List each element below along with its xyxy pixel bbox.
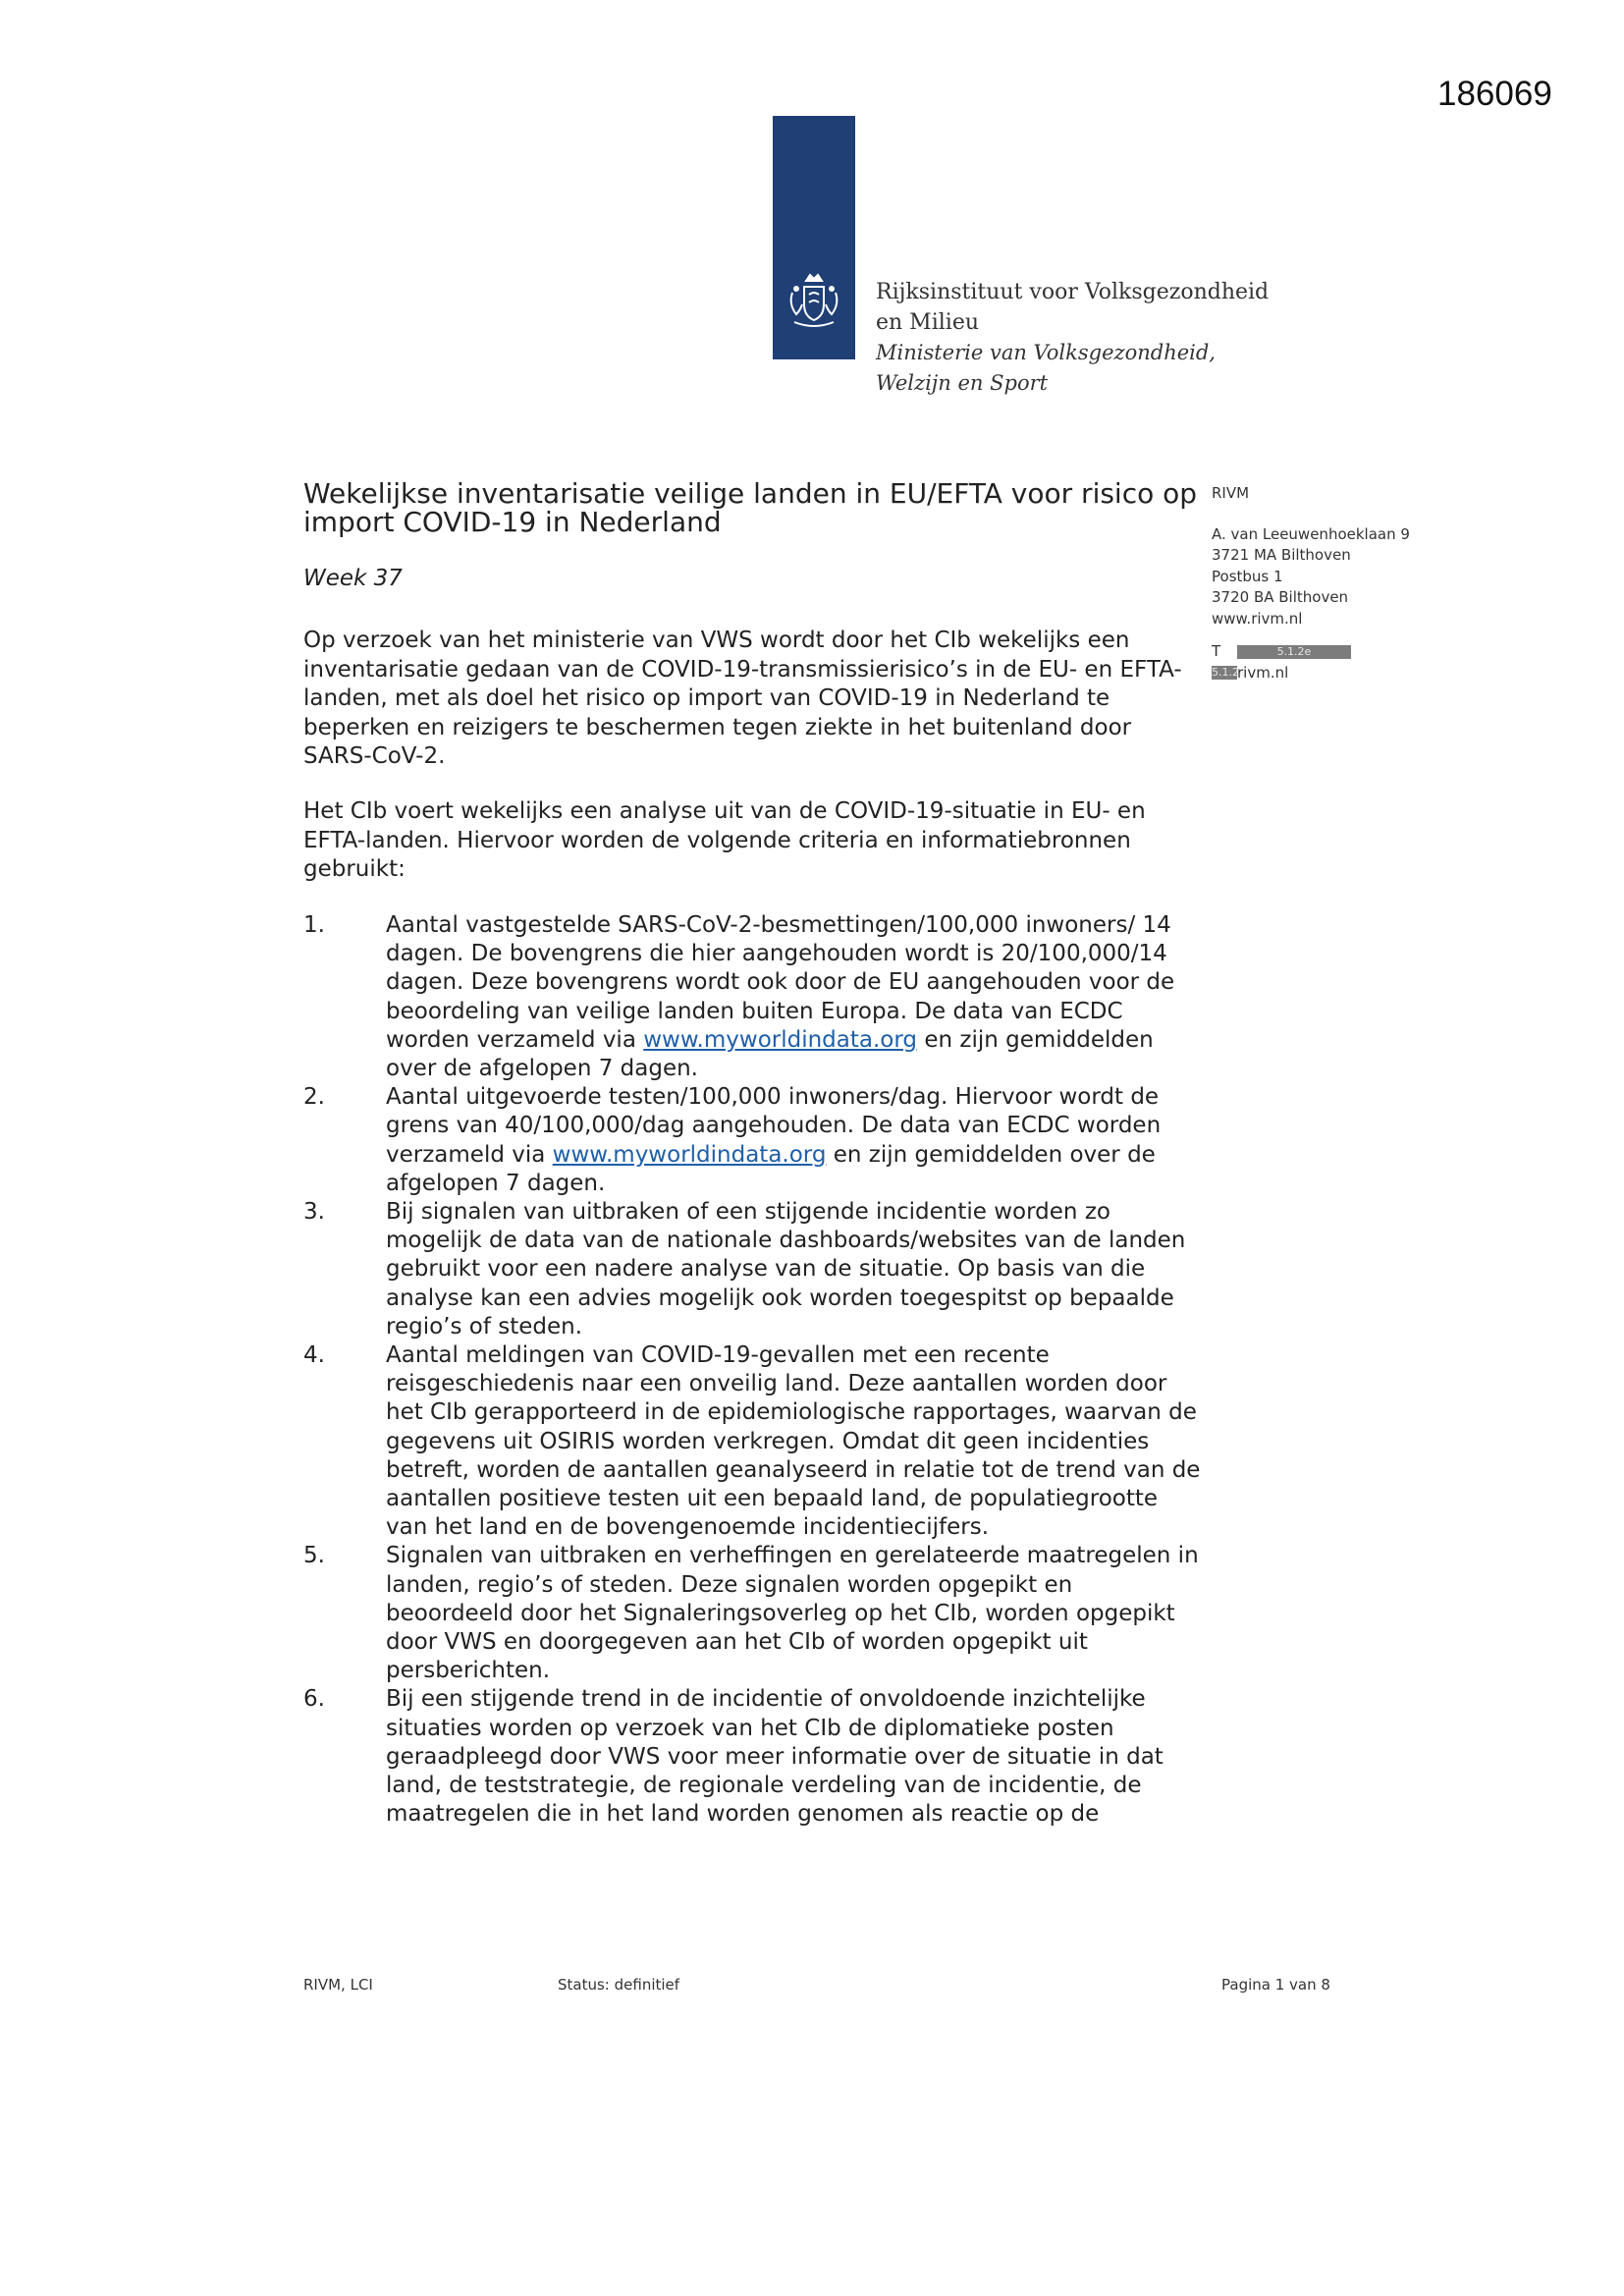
org-line-2: en Milieu <box>876 310 980 335</box>
criteria-item-4 <box>303 1341 1202 1542</box>
website-link[interactable]: www.rivm.nl <box>1212 609 1303 628</box>
intro-paragraph: Op verzoek van het ministerie van VWS wordt door het CIb wekelijks een inventarisatie gedaan van de COVID-19-transmissierisico’s in de EU- en EFTA-landen, met als doel het risico op import van COVID-19 in Nederland te beperken en reizigers te beschermen tegen ziekte in het buitenland door SARS-CoV-2. <box>303 628 1182 769</box>
ministry-line-1: Ministerie van Volksgezondheid, <box>876 341 1216 364</box>
item-text: Bij signalen van uitbraken of een stijgende incidentie worden zo mogelijk de data van de nationale dashboards/websites van de landen gebruikt voor een nadere analyse van de situatie. Op basis van die analyse kan een advies mogelijk ook worden toegespitst op bepaalde regio’s of steden. <box>386 1199 1186 1339</box>
phone-label: T <box>1212 642 1221 660</box>
ministry-line-2: Welzijn en Sport <box>876 371 1049 395</box>
item-number: 6. <box>303 1686 325 1713</box>
org-line-1: Rijksinstituut voor Volksgezondheid <box>876 280 1270 304</box>
phone-line <box>1212 641 1447 663</box>
analysis-paragraph: Het CIb voert wekelijks een analyse uit van de COVID-19-situatie in EU- en EFTA-landen. Hiervoor worden de volgende criteria en informatiebronnen gebruikt: <box>303 798 1146 882</box>
footer-source: RIVM, LCI <box>303 1976 373 1994</box>
item-text: Aantal uitgevoerde testen/100,000 inwoners/dag. Hiervoor wordt de grens van 40/100,000/dag aangehouden. De data van ECDC worden verzameld via <box>386 1084 1162 1168</box>
organization-name <box>876 277 1269 399</box>
coat-of-arms-icon <box>783 271 845 334</box>
contact-sidebar <box>1212 483 1447 683</box>
item-text: Aantal meldingen van COVID-19-gevallen met een recente reisgeschiedenis naar een onveilig land. Deze aantallen worden door het CIb gerapporteerd in de epidemiologische rapportages, waarvan de gegevens uit OSIRIS worden verkregen. Omdat dit geen incidenties betreft, worden de aantallen geanalyseerd in relatie tot de trend van de aantallen positieve testen uit een bepaald land, de populatiegrootte van het land en de bovengenoemde incidentiecijfers. <box>386 1342 1201 1541</box>
address-postbus: Postbus 1 <box>1212 567 1283 585</box>
document-title: Wekelijkse inventarisatie veilige landen in EU/EFTA voor risico op import COVID-19 in Nederland <box>303 477 1198 538</box>
phone-redaction: 5.1.2e <box>1237 645 1351 659</box>
footer-status: Status: definitief <box>558 1976 680 1994</box>
rijksoverheid-logo <box>773 116 855 359</box>
criteria-item-5 <box>303 1542 1202 1685</box>
footer-page-number: Pagina 1 van 8 <box>1221 1976 1330 1994</box>
address-postbus-postcode: 3720 BA Bilthoven <box>1212 588 1349 606</box>
myworldindata-link[interactable]: www.myworldindata.org <box>643 1026 918 1053</box>
address-postcode: 3721 MA Bilthoven <box>1212 546 1351 564</box>
email-redaction: 5.1.2e <box>1212 666 1246 679</box>
criteria-item-6 <box>303 1685 1202 1829</box>
sidebar-org: RIVM <box>1212 484 1250 502</box>
item-number: 4. <box>303 1342 325 1369</box>
address-street: A. van Leeuwenhoeklaan 9 <box>1212 524 1410 543</box>
item-number: 2. <box>303 1084 325 1111</box>
item-text: Signalen van uitbraken en verheffingen en gerelateerde maatregelen in landen, regio’s of steden. Deze signalen worden opgepikt en beoordeeld door het Signaleringsoverleg op het CIb, worden opgepikt door VWS en doorgegeven aan het CIb of worden opgepikt uit persberichten. <box>386 1543 1199 1684</box>
item-number: 1. <box>303 912 325 938</box>
email-line <box>1212 663 1447 684</box>
document-number: 186069 <box>1437 75 1552 113</box>
email-domain: rivm.nl <box>1237 663 1289 682</box>
criteria-list <box>303 911 1202 1830</box>
criteria-item-2 <box>303 1083 1202 1198</box>
week-label: Week 37 <box>303 566 403 591</box>
item-number: 3. <box>303 1199 325 1226</box>
item-text-end: en zijn gemiddelden over de afgelopen 7 dagen. <box>386 1141 1156 1196</box>
item-text: Bij een stijgende trend in de incidentie of onvoldoende inzichtelijke situaties worden op verzoek van het CIb de diplomatieke posten geraadpleegd door VWS voor meer informatie over de situatie in dat land, de teststrategie, de regionale verdeling van de incidentie, de maatregelen die in het land worden genomen als reactie op de <box>386 1686 1164 1828</box>
item-text-end: en zijn gemiddelden over de afgelopen 7 dagen. <box>386 1026 1154 1082</box>
criteria-item-3 <box>303 1198 1202 1341</box>
myworldindata-link[interactable]: www.myworldindata.org <box>552 1141 827 1168</box>
item-number: 5. <box>303 1543 325 1569</box>
item-text: Aantal vastgestelde SARS-CoV-2-besmettingen/100,000 inwoners/ 14 dagen. De bovengrens die hier aangehouden wordt is 20/100,000/14 dagen. Deze bovengrens wordt ook door de EU aangehouden voor de beoordeling van veilige landen buiten Europa. De data van ECDC worden verzameld via <box>386 912 1175 1053</box>
criteria-item-1 <box>303 911 1202 1083</box>
